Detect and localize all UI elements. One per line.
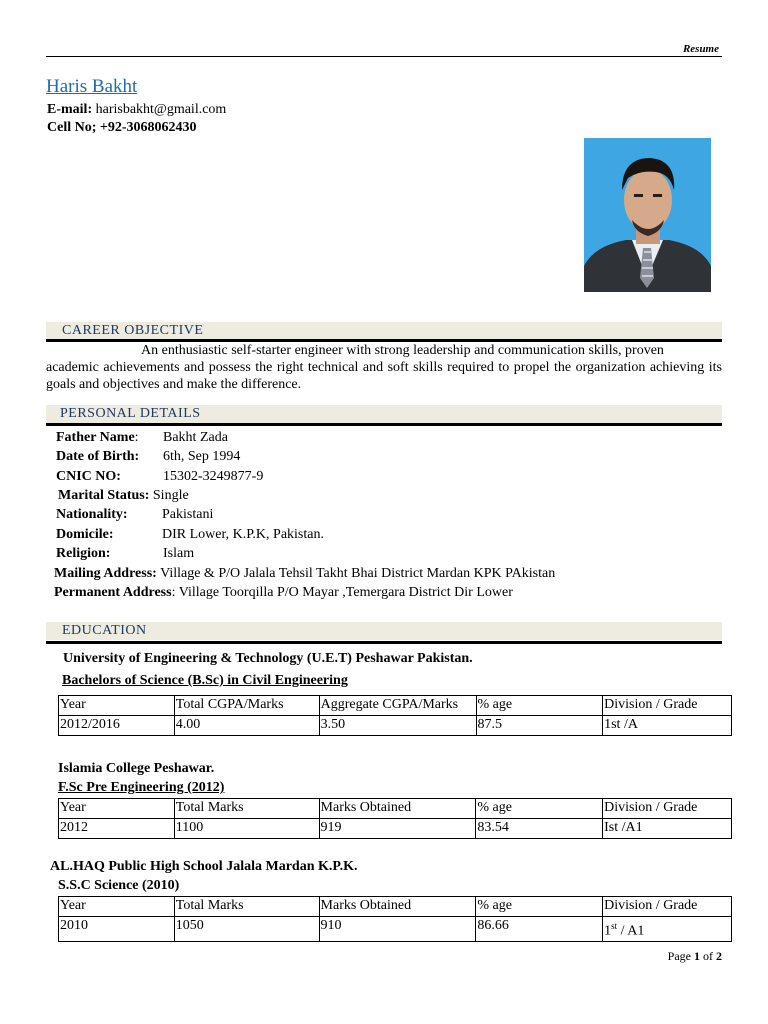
table-cell: 87.5	[476, 716, 603, 736]
table-row	[59, 917, 732, 942]
table-row	[59, 716, 732, 736]
table-header-cell: Division / Grade	[603, 696, 732, 716]
detail-separator: :	[171, 585, 176, 600]
detail-value: Single	[152, 488, 189, 503]
table-cell: Ist /A1	[603, 819, 732, 839]
father-name-value: Bakht Zada	[163, 430, 228, 445]
table-header-cell: % age	[476, 696, 603, 716]
table-cell: 1050	[174, 917, 319, 942]
table-header-cell: Marks Obtained	[319, 897, 476, 917]
education-title: EDUCATION	[62, 623, 147, 638]
uet-results-table	[58, 695, 732, 736]
table-cell: 2012	[59, 819, 175, 839]
document-header-label: Resume	[682, 43, 719, 55]
table-header-row	[59, 696, 732, 716]
detail-label: CNIC NO:	[56, 469, 121, 484]
detail-value: Village & P/O Jalala Tehsil Takht Bhai District Mardan KPK PAkistan	[160, 566, 556, 581]
detail-label: Mailing Address:	[54, 566, 157, 581]
marital-status-row	[58, 488, 189, 504]
detail-separator: :	[134, 430, 139, 445]
email-line	[47, 102, 226, 118]
nationality-label	[56, 507, 128, 523]
detail-label: Marital Status:	[58, 488, 150, 503]
detail-label: Permanent Address	[54, 585, 172, 600]
email-label: E-mail:	[47, 102, 93, 117]
detail-label: Domicile:	[56, 527, 114, 542]
detail-value: Village Toorqilla P/O Mayar ,Temergara District Dir Lower	[178, 585, 513, 600]
objective-rest: academic achievements and possess the right technical and soft skills required to propel the organization achieving its goals and objectives and make the difference.	[46, 360, 722, 392]
religion-value: Islam	[163, 546, 195, 561]
permanent-address-row	[54, 585, 513, 601]
education-header	[46, 622, 722, 640]
table-header-cell: Division / Grade	[603, 799, 732, 819]
detail-label: Religion:	[56, 546, 111, 561]
school-institution: AL.HAQ Public High School Jalala Mardan K.P.K.	[50, 859, 358, 874]
table-header-cell: Marks Obtained	[319, 799, 476, 819]
table-cell-grade	[603, 917, 732, 942]
cnic-label	[56, 469, 121, 485]
profile-photo	[584, 138, 711, 292]
islamia-results-table	[58, 798, 732, 839]
table-cell: 910	[319, 917, 476, 942]
email-value: harisbakht@gmail.com	[95, 102, 227, 117]
grade-superscript: st	[611, 921, 618, 931]
page-prefix: Page	[667, 949, 694, 963]
dob-value: 6th, Sep 1994	[163, 449, 241, 464]
table-header-cell: Year	[59, 897, 175, 917]
school-results-table	[58, 896, 732, 942]
table-cell: 919	[319, 819, 476, 839]
table-cell: 2010	[59, 917, 175, 942]
table-header-cell: Year	[59, 799, 175, 819]
grade-number: 1	[604, 923, 612, 939]
objective-first-line: An enthusiastic self-starter engineer with strong leadership and communication skills, proven	[141, 343, 664, 358]
domicile-value: DIR Lower, K.P.K, Pakistan.	[162, 527, 324, 542]
personal-details-title: PERSONAL DETAILS	[60, 406, 201, 421]
table-header-cell: Total Marks	[174, 897, 319, 917]
cnic-value: 15302-3249877-9	[163, 469, 264, 484]
table-header-cell: Division / Grade	[603, 897, 732, 917]
career-objective-title: CAREER OBJECTIVE	[62, 323, 204, 338]
page-number	[668, 949, 722, 964]
table-cell: 4.00	[174, 716, 319, 736]
career-objective-header	[46, 322, 722, 340]
dob-label	[56, 449, 139, 465]
grade-rest: / A1	[617, 923, 645, 939]
uet-degree: Bachelors of Science (B.Sc) in Civil Engineering	[62, 673, 348, 688]
islamia-institution: Islamia College Peshawar.	[58, 761, 215, 776]
school-degree: S.S.C Science (2010)	[58, 878, 180, 893]
career-objective-text	[46, 342, 722, 393]
table-header-cell: Year	[59, 696, 175, 716]
table-header-row	[59, 897, 732, 917]
table-cell: 3.50	[319, 716, 476, 736]
table-cell: 1100	[174, 819, 319, 839]
page-current: 1	[694, 949, 700, 963]
detail-label: Father Name	[56, 430, 135, 445]
table-cell: 1st /A	[603, 716, 732, 736]
header-rule	[46, 56, 722, 57]
table-cell: 2012/2016	[59, 716, 175, 736]
section-rule	[46, 641, 722, 644]
page-total: 2	[716, 949, 722, 963]
table-cell: 86.66	[476, 917, 603, 942]
mailing-address-row	[54, 566, 555, 582]
page-of: of	[700, 949, 716, 963]
detail-label: Date of Birth:	[56, 449, 140, 464]
uet-institution: University of Engineering & Technology (U.E.T) Peshawar Pakistan.	[63, 651, 473, 666]
table-header-cell: % age	[476, 799, 603, 819]
table-row	[59, 819, 732, 839]
detail-label: Nationality:	[56, 507, 128, 522]
nationality-value: Pakistani	[162, 507, 214, 522]
table-header-cell: Total CGPA/Marks	[174, 696, 319, 716]
table-cell: 83.54	[476, 819, 603, 839]
section-rule	[46, 423, 722, 426]
candidate-name: Haris Bakht	[46, 76, 138, 97]
table-header-cell: % age	[476, 897, 603, 917]
table-header-cell: Aggregate CGPA/Marks	[319, 696, 476, 716]
cell-line: Cell No; +92-3068062430	[47, 120, 197, 135]
father-name-row	[56, 430, 139, 446]
table-header-cell: Total Marks	[174, 799, 319, 819]
religion-label	[56, 546, 110, 562]
table-header-row	[59, 799, 732, 819]
personal-details-header	[46, 405, 722, 423]
domicile-label	[56, 527, 114, 543]
islamia-degree: F.Sc Pre Engineering (2012)	[58, 780, 225, 795]
portrait-illustration	[584, 138, 711, 292]
